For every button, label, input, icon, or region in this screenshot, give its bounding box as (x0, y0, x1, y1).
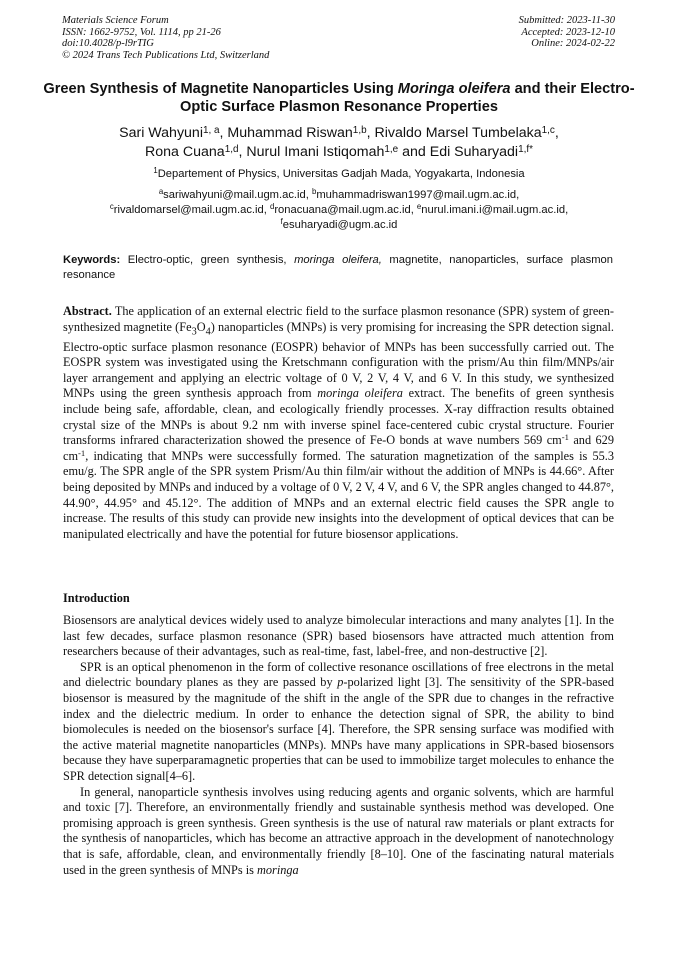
submitted-date: Submitted: 2023-11-30 (518, 15, 615, 26)
email-link[interactable]: muhammadriswan1997@mail.ugm.ac.id (316, 189, 517, 201)
email-link[interactable]: esuharyadi@ugm.ac.id (282, 219, 398, 231)
paragraph: In general, nanoparticle synthesis involves using reducing agents and organic solvents, which are harmful and toxic [7]. Therefore, an environmentally friendly and sustainable synthesis method was developed. One promising approach is green synthesis. Green synthesis is the use of natural raw materials or plant extracts for the synthesis of nanoparticles, which has become an attractive approach in the development of nanotechnology that is safe, affordable, clean, and environmentally friendly [8–10]. One of the fascinating natural materials used in the green synthesis of MNPs is moringa (63, 784, 614, 877)
author-list: Sari Wahyuni$^{1, a}$, Muhammad Riswan$^{1,b}$, Rivaldo Marsel Tumbelaka$^{1,c}$, Rona Cuana$^{1,d}$, Nurul Imani Istiqomah$^{1,e}$ and Edi Suharyadi$^{1,f*}$ (119, 125, 559, 160)
online-date: Online: 2024-02-22 (531, 38, 615, 50)
author-emails: $^a$sariwahyuni@mail.ugm.ac.id, $^b$muhammadriswan1997@mail.ugm.ac.id, $^c$rivaldomarsel@mail.ugm.ac.id, $^d$ronacuana@mail.ugm.ac.id, $^e$nurul.imani.i@mail.ugm.ac.id, $^f$esuharyadi@ugm.ac.id (109, 187, 569, 231)
section-heading: Introduction (63, 591, 130, 605)
affiliation: $^1$Departement of Physics, Universitas Gadjah Mada, Yogyakarta, Indonesia (153, 166, 525, 180)
abstract-label: Abstract. (63, 304, 112, 318)
journal-name: Materials Science Forum (62, 15, 169, 26)
author-name: Sari Wahyuni (119, 125, 203, 141)
title-species: Moringa oleifera (397, 81, 511, 97)
journal-copyright: © 2024 Trans Tech Publications Ltd, Switzerland (62, 49, 270, 61)
author-name: Nurul Imani Istiqomah (246, 144, 385, 160)
email-link[interactable]: nurul.imani.i@mail.ugm.ac.id (421, 204, 566, 216)
email-link[interactable]: ronacuana@mail.ugm.ac.id (274, 204, 411, 216)
author-name: Rivaldo Marsel Tumbelaka (374, 125, 542, 141)
journal-doi: doi:10.4028/p-l9rTIG (62, 38, 154, 50)
journal-issn: ISSN: 1662-9752, Vol. 1114, pp 21-26 (62, 26, 221, 38)
introduction-body (63, 613, 614, 878)
dates-header (519, 15, 615, 50)
paragraph: SPR is an optical phenomenon in the form of collective resonance oscillations of free electrons in the metal and dielectric boundary planes as they are passed by p-polarized light [3]. The sensitivity of the SPR-based biosensor is measured by the magnitude of the shift in the angle of the SPR due to changes in the refractive index and the dielectric medium. In order to enhance the detection signal of SPR, the ability to bind biomolecules is needed on the biosensor's surface [4]. Therefore, the SPR sensing surface was modified with the active material magnetite nanoparticles (MNPs). MNPs have many applications in SPR-based biosensors because they have superparamagnetic properties that can be used to immobilize target molecules to enhance the SPR detection signal[4–6]. (63, 659, 615, 783)
author-name: Edi Suharyadi (429, 144, 519, 160)
author-name: Rona Cuana (145, 144, 225, 160)
email-link[interactable]: rivaldomarsel@mail.ugm.ac.id (113, 204, 264, 216)
paper-title: Green Synthesis of Magnetite Nanoparticles Using Moringa oleifera and their Electro-Optic Surface Plasmon Resonance Properties (43, 81, 635, 115)
accepted-date: Accepted: 2023-12-10 (521, 26, 615, 38)
keywords-label: Keywords: (63, 254, 121, 266)
journal-header (62, 15, 269, 61)
keywords: Keywords: Electro-optic, green synthesis, moringa oleifera, magnetite, nanoparticles, surface plasmon resonance (63, 254, 613, 281)
author-name: Muhammad Riswan (227, 125, 353, 141)
abstract: Abstract. The application of an external electric field to the surface plasmon resonance (SPR) system of green-synthesized magnetite $(Fe_3O_4)$ nanoparticles (MNPs) is very promising for increasing the SPR detection signal. Electro-optic surface plasmon resonance (EOSPR) behavior of MNPs has been successfully carried out. The EOSPR system was investigated using the Kretschmann configuration with the prism/Au thin film/MNPs/air layer arrangement and applying an electric voltage of 0 V, 2 V, 4 V, and 6 V. In this study, we synthesized MNPs using the green synthesis approach from moringa oleifera extract. The benefits of green synthesis include being safe, affordable, clean, and ecologically friendly processes. X-ray diffraction results obtained crystal size of the MNPs is about 9.2 nm with inverse spinel face-centered cubic crystal structure. Fourier transforms infrared characterization showed the presence of Fe-O bonds at wave numbers 569 $cm^{-1}$ and 629 $cm^{-1}$, indicating that MNPs were successfully formed. The saturation magnetization of the samples is 55.3 emu/g. The SPR angle of the SPR system Prism/Au thin film/air without the addition of MNPs is 44.66°. After being deposited by MNPs and induced by a voltage of 0 V, 2 V, 4 V, and 6 V, the SPR angles changed to 44.87°, 44.90°, 44.95° and 45.12°. The addition of MNPs and an external electric field causes the SPR angle to increase. The results of this study can provide new insights into the development of optical devices that can be manipulated electrically and have the potential for future biosensor applications. (63, 304, 615, 541)
email-link[interactable]: sariwahyuni@mail.ugm.ac.id (163, 189, 306, 201)
paragraph: Biosensors are analytical devices widely used to analyze bimolecular interactions and many analytes [1]. In the last few decades, surface plasmon resonance (SPR) based biosensors have attracted much attention from researchers because of their advantages, such as real-time, fast, label-free, and non-destructive [2]. (63, 613, 614, 659)
